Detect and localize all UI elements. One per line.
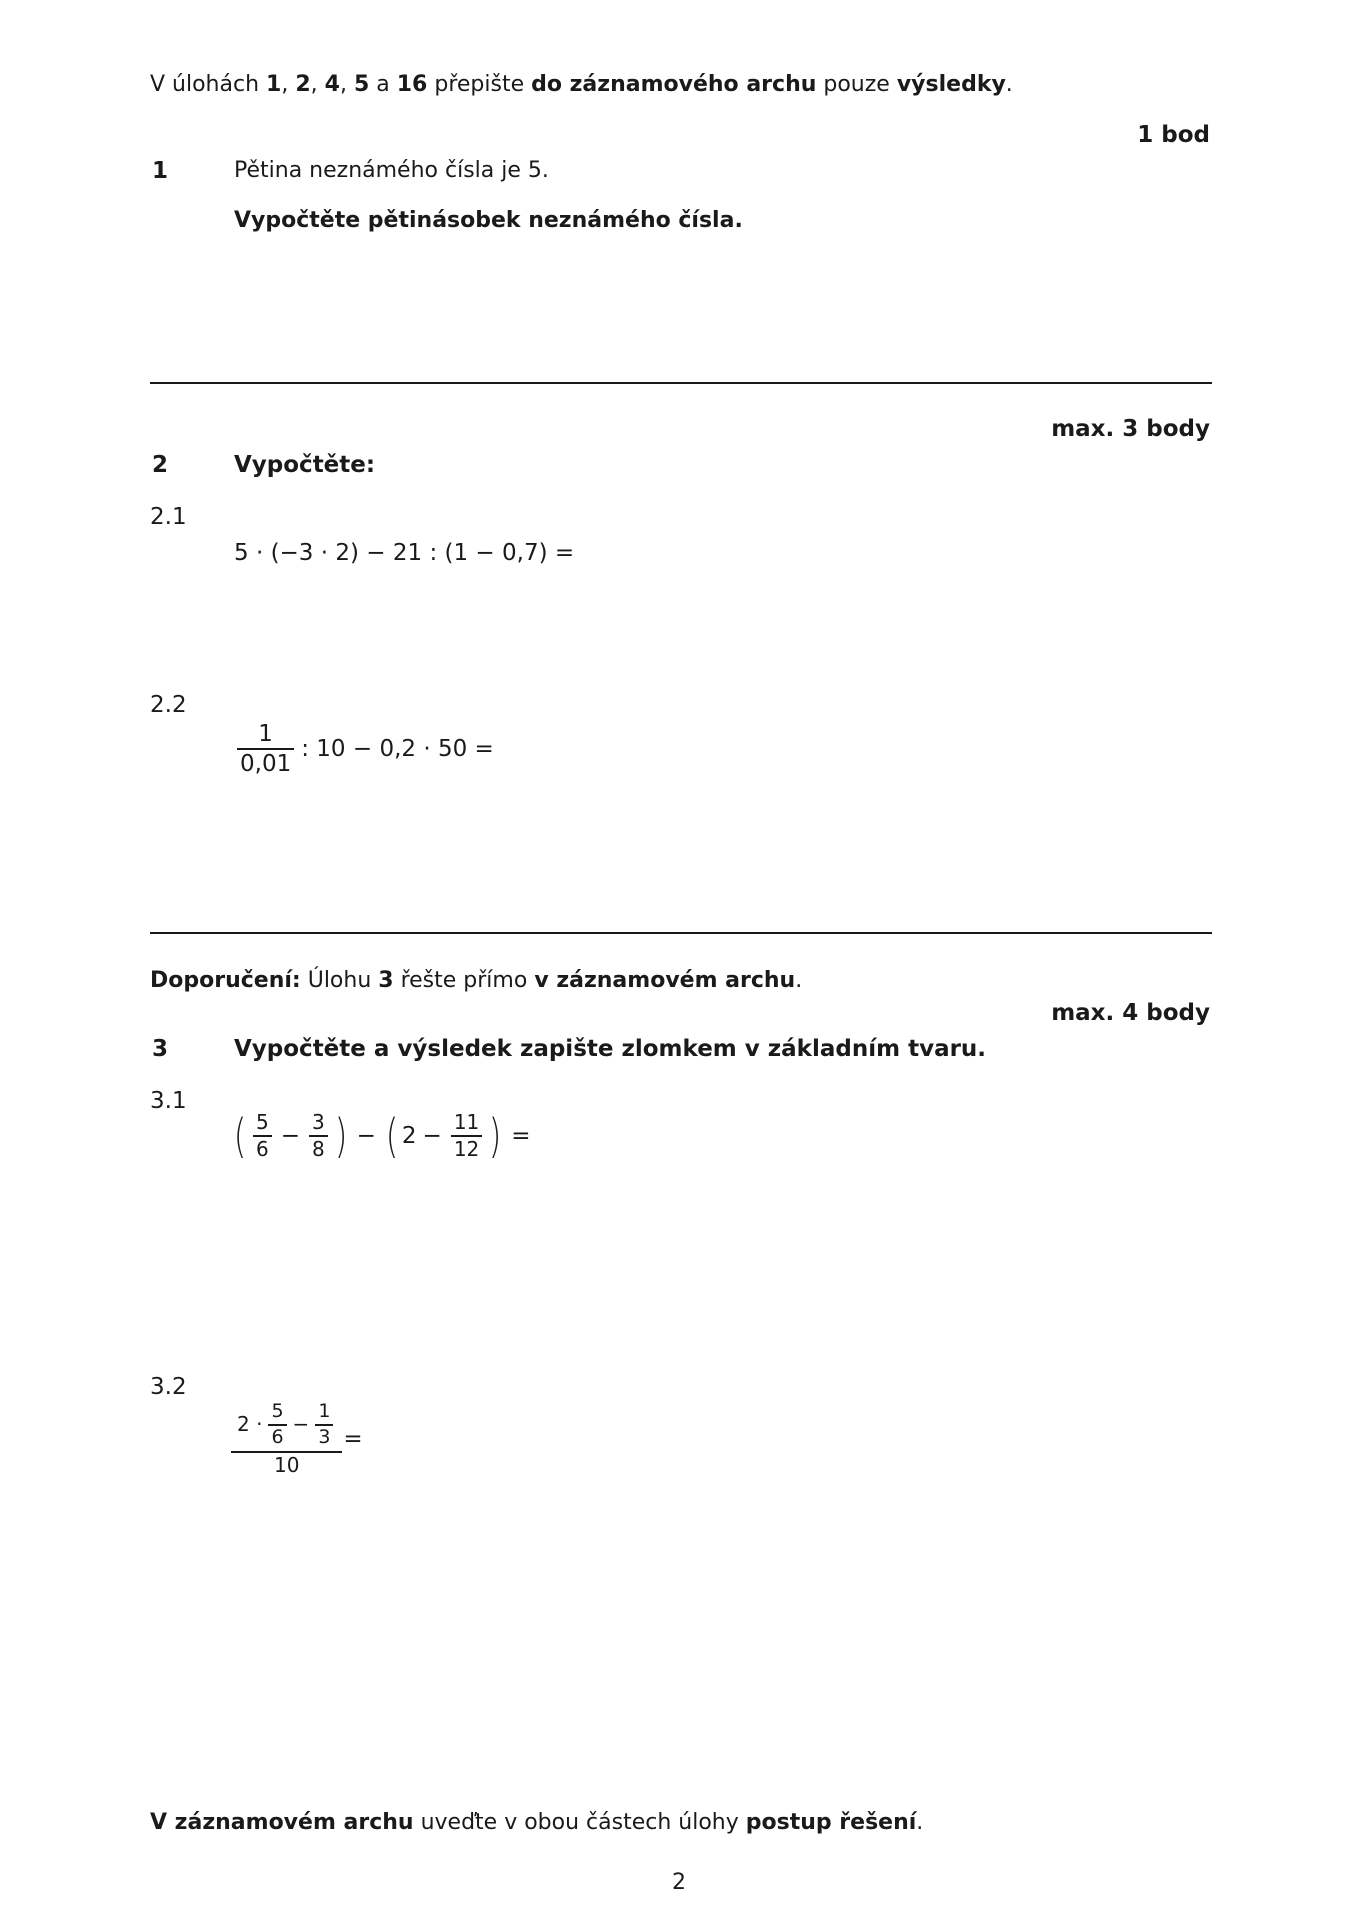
q3-sub2-label: 3.2 [150,1374,187,1400]
q3-sub1-label: 3.1 [150,1088,187,1114]
fraction: $\frac{5}{6}$ [253,1112,272,1160]
q2-sub2-label: 2.2 [150,692,187,718]
recommendation: Doporučení: Úlohu 3 řešte přímo v záznamovém archu. [150,968,803,993]
q1-points: 1 bod [1137,122,1210,148]
fraction: $\frac{11}{12}$ [451,1112,482,1160]
q3-task: Vypočtěte a výsledek zapište zlomkem v základním tvaru. [234,1036,987,1062]
divider-1 [150,382,1212,384]
fraction: $\frac{5}{6}$ [268,1402,286,1448]
q1-task: Vypočtěte pětinásobek neznámého čísla. [234,208,743,233]
q3-sub1-expression: ( $\frac{5}{6}$ − $\frac{3}{8}$ ) − ( 2 − $\frac{11}{12}$ ) = [233,1109,531,1163]
q3-sub2-expression: 2 · $\frac{5}{6}$ − $\frac{1}{3}$ 10 = [234,1402,369,1476]
q1-text: Pětina neznámého čísla je 5. [234,158,549,183]
fraction: $\frac{3}{8}$ [309,1112,328,1160]
fraction: $\frac{1}{3}$ [315,1402,333,1448]
compound-fraction: 2 · $\frac{5}{6}$ − $\frac{1}{3}$ 10 [234,1402,339,1476]
page-number: 2 [672,1870,686,1895]
q3-number: 3 [152,1036,169,1062]
q2-sub2-expression: $\frac{1}{0,01}$ : 10 − 0,2 · 50 = [234,722,494,776]
q2-points: max. 3 body [1051,416,1210,442]
divider-2 [150,932,1212,934]
q1-number: 1 [152,158,169,184]
q3-points: max. 4 body [1051,1000,1210,1026]
intro-instruction: V úlohách 1, 2, 4, 5 a 16 přepište do záznamového archu pouze výsledky. [150,72,1013,97]
q2-number: 2 [152,452,169,478]
q2-sub1-expression: 5 · (−3 · 2) − 21 : (1 − 0,7) = [234,540,575,566]
q2-task: Vypočtěte: [234,452,376,478]
footer-instruction: V záznamovém archu uveďte v obou částech úlohy postup řešení. [150,1810,924,1835]
q2-sub1-label: 2.1 [150,504,187,530]
fraction: $\frac{1}{0,01}$ [237,722,294,776]
